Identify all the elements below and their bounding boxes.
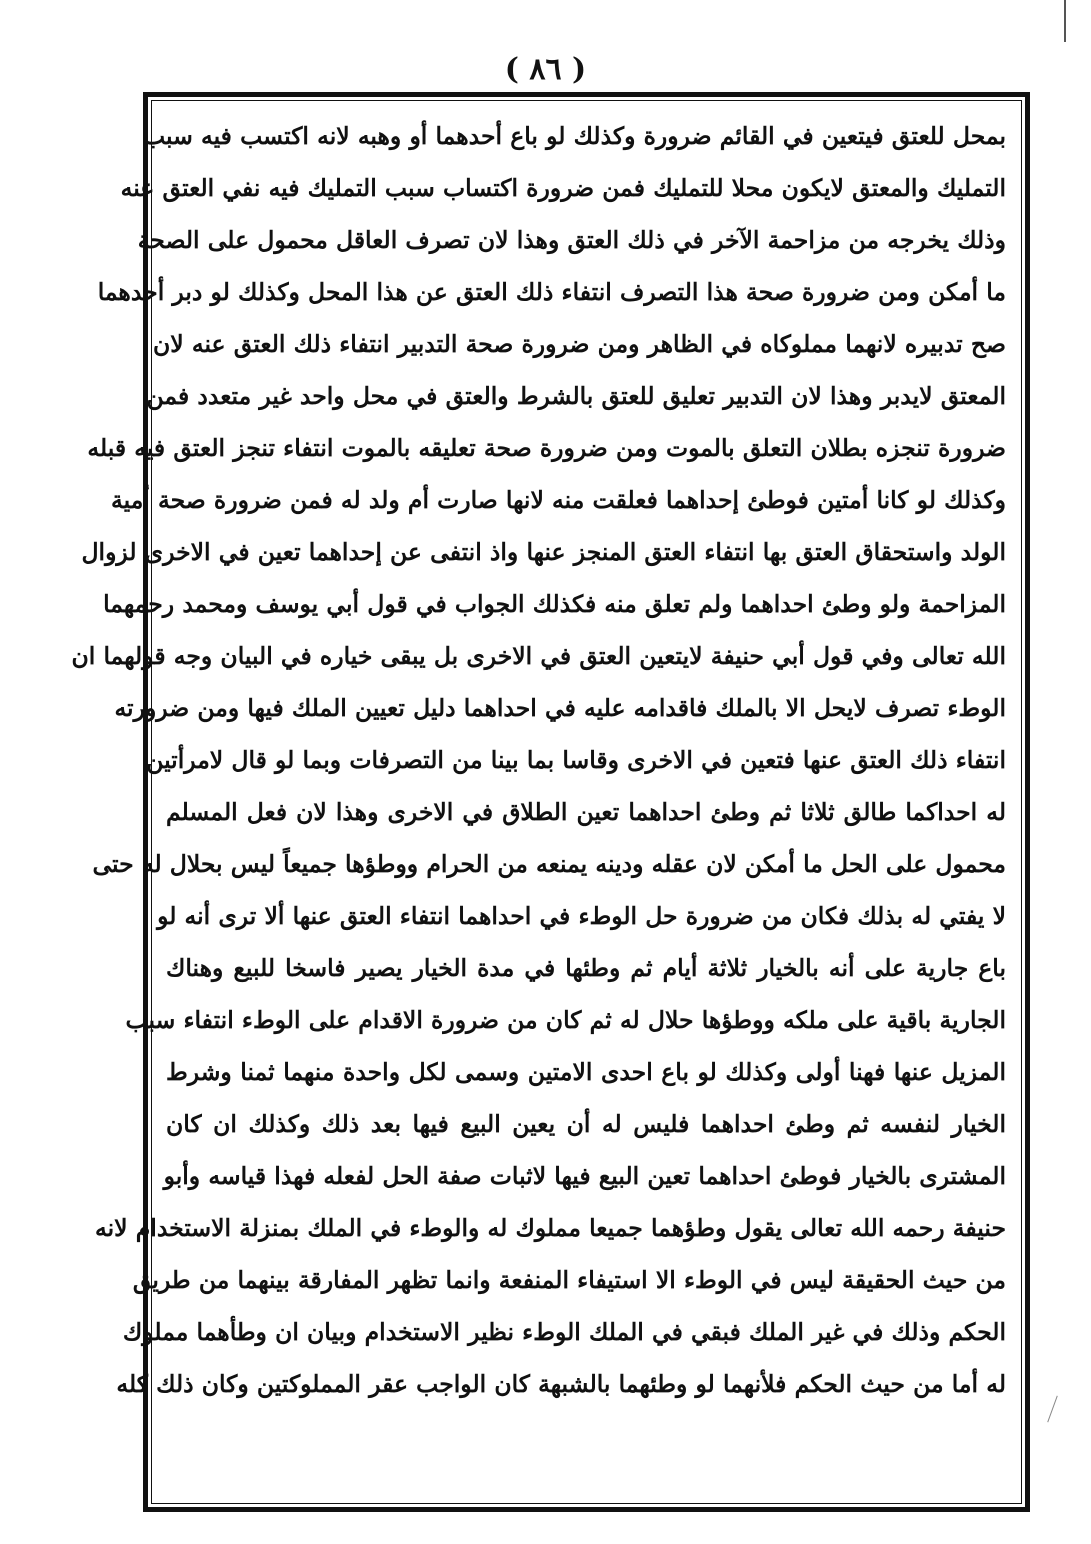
text-line: محمول على الحل ما أمكن لان عقله ودينه يمنعه من الحرام ووطؤها جميعاً ليس بحلال له حتى [92, 850, 1006, 878]
text-line: الولد واستحقاق العتق بها انتفاء العتق المنجز عنها واذ انتفى عن إحداهما تعين في الاخرى لزوال [81, 538, 1006, 566]
text-line: المزيل عنها فهنا أولى وكذلك لو باع احدى الامتين وسمى لكل واحدة منهما ثمنا وشرط [166, 1058, 1006, 1086]
text-line: ضرورة تنجزه بطلان التعلق بالموت ومن ضرورة صحة تعليقه بالموت انتفاء تنجز العتق فيه قبله [87, 434, 1006, 462]
text-line: المشترى بالخيار فوطئ احداهما تعين البيع فيها لاثبات صفة الحل لفعله فهذا قياسه وأبو [163, 1162, 1006, 1190]
page-edge-mark [1064, 0, 1066, 42]
text-line: الله تعالى وفي قول أبي حنيفة لايتعين العتق في الاخرى بل يبقى خياره في البيان وجه قولهما ان [71, 642, 1006, 670]
text-line: من حيث الحقيقة ليس في الوطء الا استيفاء المنفعة وانما تظهر المفارقة بينهما من طريق [132, 1266, 1006, 1294]
text-line: المزاحمة ولو وطئ احداهما ولم تعلق منه فكذلك الجواب في قول أبي يوسف ومحمد رحمهما [103, 590, 1006, 618]
text-line: بمحل للعتق فيتعين في القائم ضرورة وكذلك لو باع أحدهما أو وهبه لانه اكتسب فيه سبب [142, 122, 1006, 150]
text-line: صح تدبيره لانهما مملوكاه في الظاهر ومن ضرورة صحة التدبير انتفاء ذلك العتق عنه لان [153, 330, 1006, 358]
text-line: المعتق لايدبر وهذا لان التدبير تعليق للعتق بالشرط والعتق في محل واحد غير متعدد فمن [146, 382, 1006, 410]
text-line: ما أمكن ومن ضرورة صحة هذا التصرف انتفاء ذلك العتق عن هذا المحل وكذلك لو دبر أحدهما [97, 278, 1006, 306]
text-line: حنيفة رحمه الله تعالى يقول وطؤهما جميعا مملوك له والوطء في الملك بمنزلة الاستخدام لانه [95, 1214, 1006, 1242]
text-line: وذلك يخرجه من مزاحمة الآخر في ذلك العتق وهذا لان تصرف العاقل محمول على الصحة [137, 226, 1006, 254]
text-line: له احداكما طالق ثلاثا ثم وطئ احداهما تعين الطلاق في الاخرى وهذا لان فعل المسلم [166, 798, 1006, 826]
text-line: الخيار لنفسه ثم وطئ احداهما فليس له أن يعين البيع فيها بعد ذلك وكذلك ان كان [166, 1110, 1006, 1138]
body-text [71, 110, 1006, 1495]
page-edge-mark-lower [1047, 1396, 1058, 1423]
text-line: التمليك والمعتق لايكون محلا للتمليك فمن ضرورة اكتساب سبب التمليك فيه نفي العتق عنه [120, 174, 1006, 202]
text-line: الحكم وذلك في غير الملك فبقي في الملك الوطء نظير الاستخدام وبيان ان وطأهما مملوك [122, 1318, 1006, 1346]
text-line: لا يفتي له بذلك فكان من ضرورة حل الوطء في احداهما انتفاء العتق عنها ألا ترى أنه لو [157, 902, 1006, 930]
text-line: الجارية باقية على ملكه ووطؤها حلال له ثم كان من ضرورة الاقدام على الوطء انتفاء سبب [125, 1006, 1006, 1034]
text-line: انتفاء ذلك العتق عنها فتعين في الاخرى وقاسا بما بينا من التصرفات وبما لو قال لامرأتين [146, 746, 1006, 774]
text-line: باع جارية على أنه بالخيار ثلاثة أيام ثم وطئها في مدة الخيار يصير فاسخا للبيع وهناك [166, 954, 1006, 982]
text-line: وكذلك لو كانا أمتين فوطئ إحداهما فعلقت منه لانها صارت أم ولد له فمن ضرورة صحة أمية [111, 486, 1006, 514]
text-line: الوطء تصرف لايحل الا بالملك فاقدامه عليه في احداهما دليل تعيين الملك فيها ومن ضرورته [114, 694, 1006, 722]
text-line: له أما من حيث الحكم فلأنهما لو وطئهما بالشبهة كان الواجب عقر المملوكتين وكان ذلك كله [116, 1370, 1006, 1398]
page-number: ( ٨٦ ) [504, 52, 587, 87]
